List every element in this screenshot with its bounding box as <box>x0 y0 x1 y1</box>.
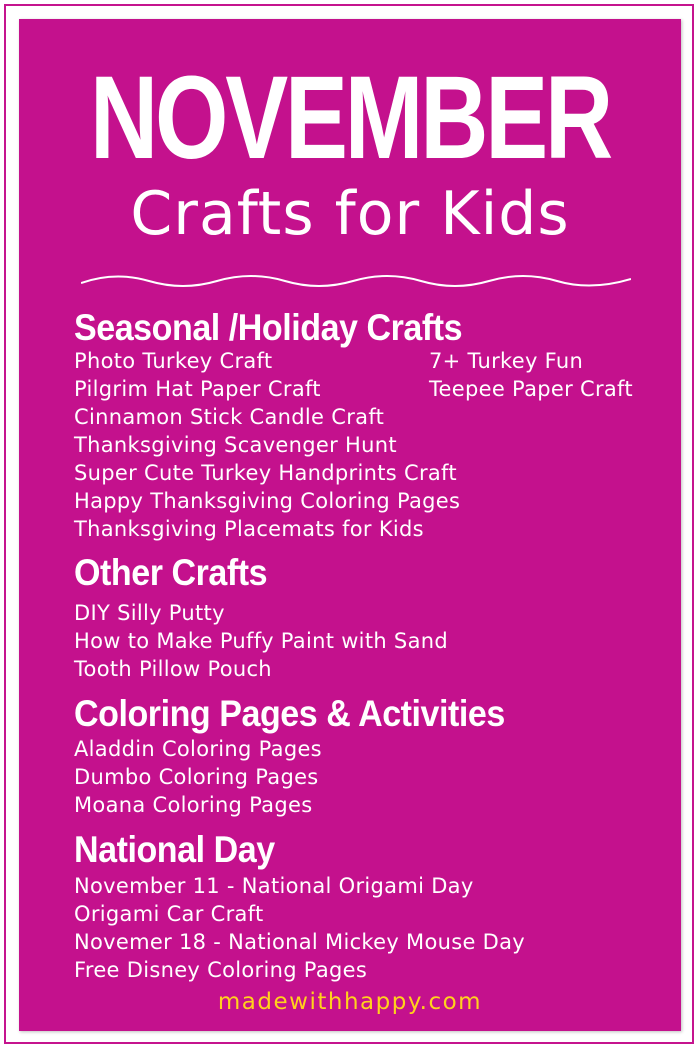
section-heading-national-day: National Day <box>74 829 275 870</box>
list-item-link[interactable]: DIY Silly Putty <box>74 601 225 625</box>
site-url-footer[interactable]: madewithhappy.com <box>217 989 483 1015</box>
poster-title: NOVEMBER <box>90 52 610 184</box>
poster-subtitle: Crafts for Kids <box>130 179 570 249</box>
wave-divider <box>81 271 631 291</box>
section-heading-seasonal: Seasonal /Holiday Crafts <box>74 307 463 348</box>
list-item-link[interactable]: Novemer 18 - National Mickey Mouse Day <box>74 930 526 954</box>
list-item-link[interactable]: Thanksgiving Placemats for Kids <box>74 517 424 541</box>
list-item-link[interactable]: Teepee Paper Craft <box>429 377 633 401</box>
list-item-link[interactable]: Cinnamon Stick Candle Craft <box>74 405 385 429</box>
list-item-link[interactable]: November 11 - National Origami Day <box>74 874 474 898</box>
list-item-link[interactable]: Happy Thanksgiving Coloring Pages <box>74 489 461 513</box>
national-day-list <box>74 872 525 984</box>
seasonal-list-col2 <box>429 347 633 403</box>
list-item-link[interactable]: Dumbo Coloring Pages <box>74 765 319 789</box>
list-item-link[interactable]: Tooth Pillow Pouch <box>74 657 272 681</box>
list-item-link[interactable]: Aladdin Coloring Pages <box>74 737 322 761</box>
other-list <box>74 599 448 683</box>
list-item-link[interactable]: 7+ Turkey Fun <box>429 349 584 373</box>
list-item-link[interactable]: Super Cute Turkey Handprints Craft <box>74 461 457 485</box>
list-item-link[interactable]: Origami Car Craft <box>74 902 264 926</box>
list-item-link[interactable]: How to Make Puffy Paint with Sand <box>74 629 448 653</box>
list-item-link[interactable]: Pilgrim Hat Paper Craft <box>74 377 321 401</box>
seasonal-list <box>74 347 460 543</box>
section-heading-other: Other Crafts <box>74 552 268 593</box>
list-item-link[interactable]: Thanksgiving Scavenger Hunt <box>74 433 397 457</box>
coloring-list <box>74 735 322 819</box>
list-item-link[interactable]: Moana Coloring Pages <box>74 793 313 817</box>
list-item-link[interactable]: Photo Turkey Craft <box>74 349 273 373</box>
poster <box>19 19 681 1031</box>
section-heading-coloring: Coloring Pages & Activities <box>74 693 505 734</box>
list-item-link[interactable]: Free Disney Coloring Pages <box>74 958 368 982</box>
